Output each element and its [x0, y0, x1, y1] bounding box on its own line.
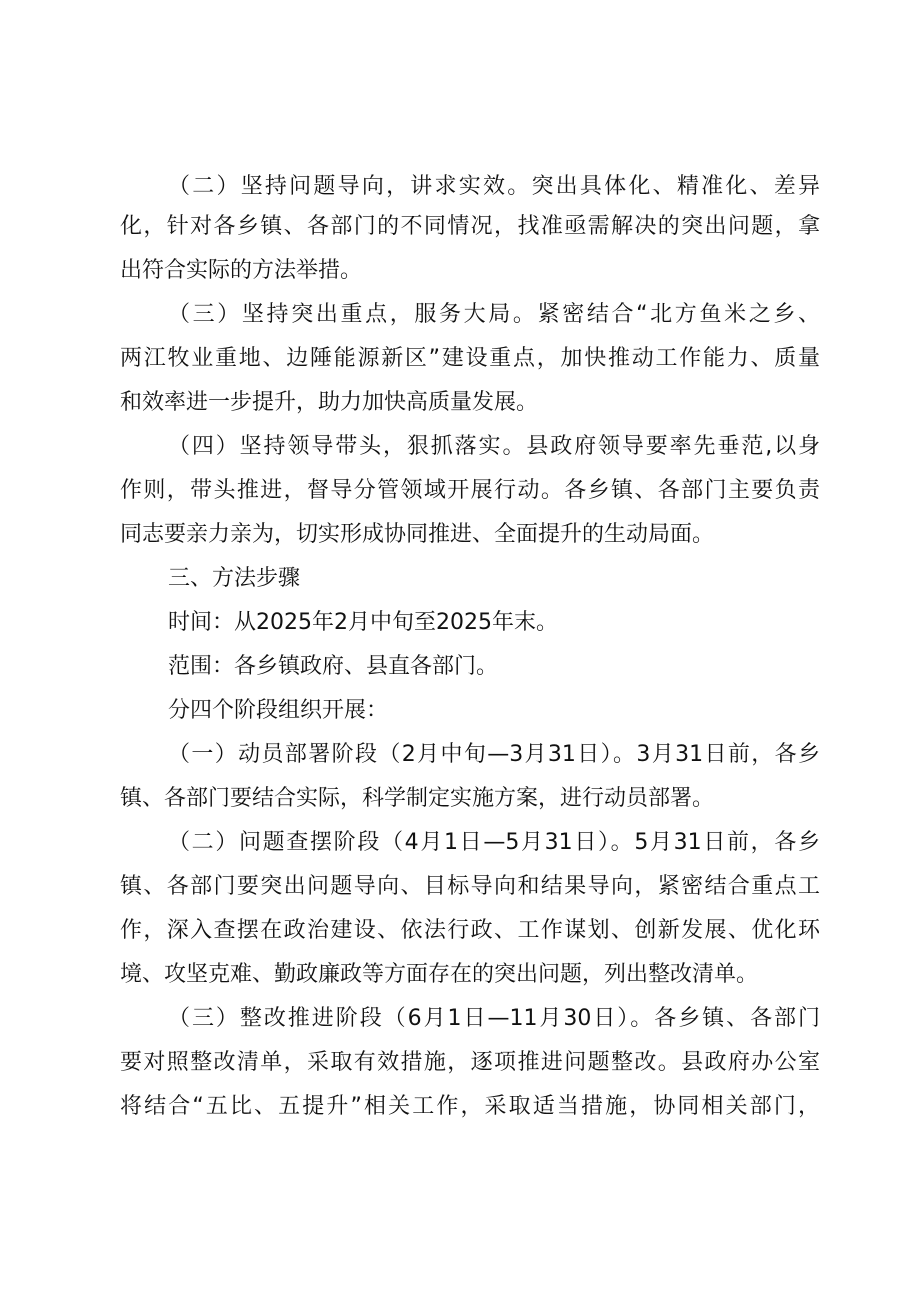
paragraph-line: （四）坚持领导带头，狠抓落实。县政府领导要率先垂范,以身: [168, 434, 820, 459]
paragraph-line: 将结合“五比、五提升”相关工作，采取适当措施，协同相关部门，: [120, 1094, 820, 1119]
paragraph-line: 化，针对各乡镇、各部门的不同情况，找准亟需解决的突出问题，拿: [120, 214, 820, 239]
paragraph-line: 分四个阶段组织开展：: [168, 698, 389, 723]
paragraph-line: 两江牧业重地、边陲能源新区”建设重点，加快推动工作能力、质量: [120, 346, 820, 371]
paragraph-line: 同志要亲力亲为，切实形成协同推进、全面提升的生动局面。: [120, 522, 715, 547]
paragraph-line: 镇、各部门要结合实际，科学制定实施方案，进行动员部署。: [120, 786, 715, 811]
paragraph-line: （三）坚持突出重点，服务大局。紧密结合“北方鱼米之乡、: [168, 302, 820, 327]
paragraph-line: （二）坚持问题导向，讲求实效。突出具体化、精准化、差异: [168, 174, 820, 199]
paragraph-line: 时间：从2025年2月中旬至2025年末。: [168, 610, 558, 635]
paragraph-line: （三）整改推进阶段（6月1日—11月30日）。各乡镇、各部门: [168, 1006, 820, 1031]
paragraph-line: 和效率进一步提升，助力加快高质量发展。: [120, 390, 539, 415]
paragraph-line: 出符合实际的方法举措。: [120, 258, 363, 283]
paragraph-line: 范围：各乡镇政府、县直各部门。: [168, 654, 499, 679]
paragraph-line: 作则，带头推进，督导分管领域开展行动。各乡镇、各部门主要负责: [120, 478, 820, 503]
paragraph-line: 要对照整改清单，采取有效措施，逐项推进问题整改。县政府办公室: [120, 1050, 820, 1075]
paragraph-line: 境、攻坚克难、勤政廉政等方面存在的突出问题，列出整改清单。: [120, 962, 759, 987]
section-heading: 三、方法步骤: [168, 566, 301, 591]
paragraph-line: 作，深入查摆在政治建设、依法行政、工作谋划、创新发展、优化环: [120, 918, 820, 943]
paragraph-line: （一）动员部署阶段（2月中旬—3月31日）。3月31日前，各乡: [168, 742, 820, 767]
paragraph-line: （二）问题查摆阶段（4月1日—5月31日）。5月31日前，各乡: [168, 830, 820, 855]
paragraph-line: 镇、各部门要突出问题导向、目标导向和结果导向，紧密结合重点工: [120, 874, 820, 899]
